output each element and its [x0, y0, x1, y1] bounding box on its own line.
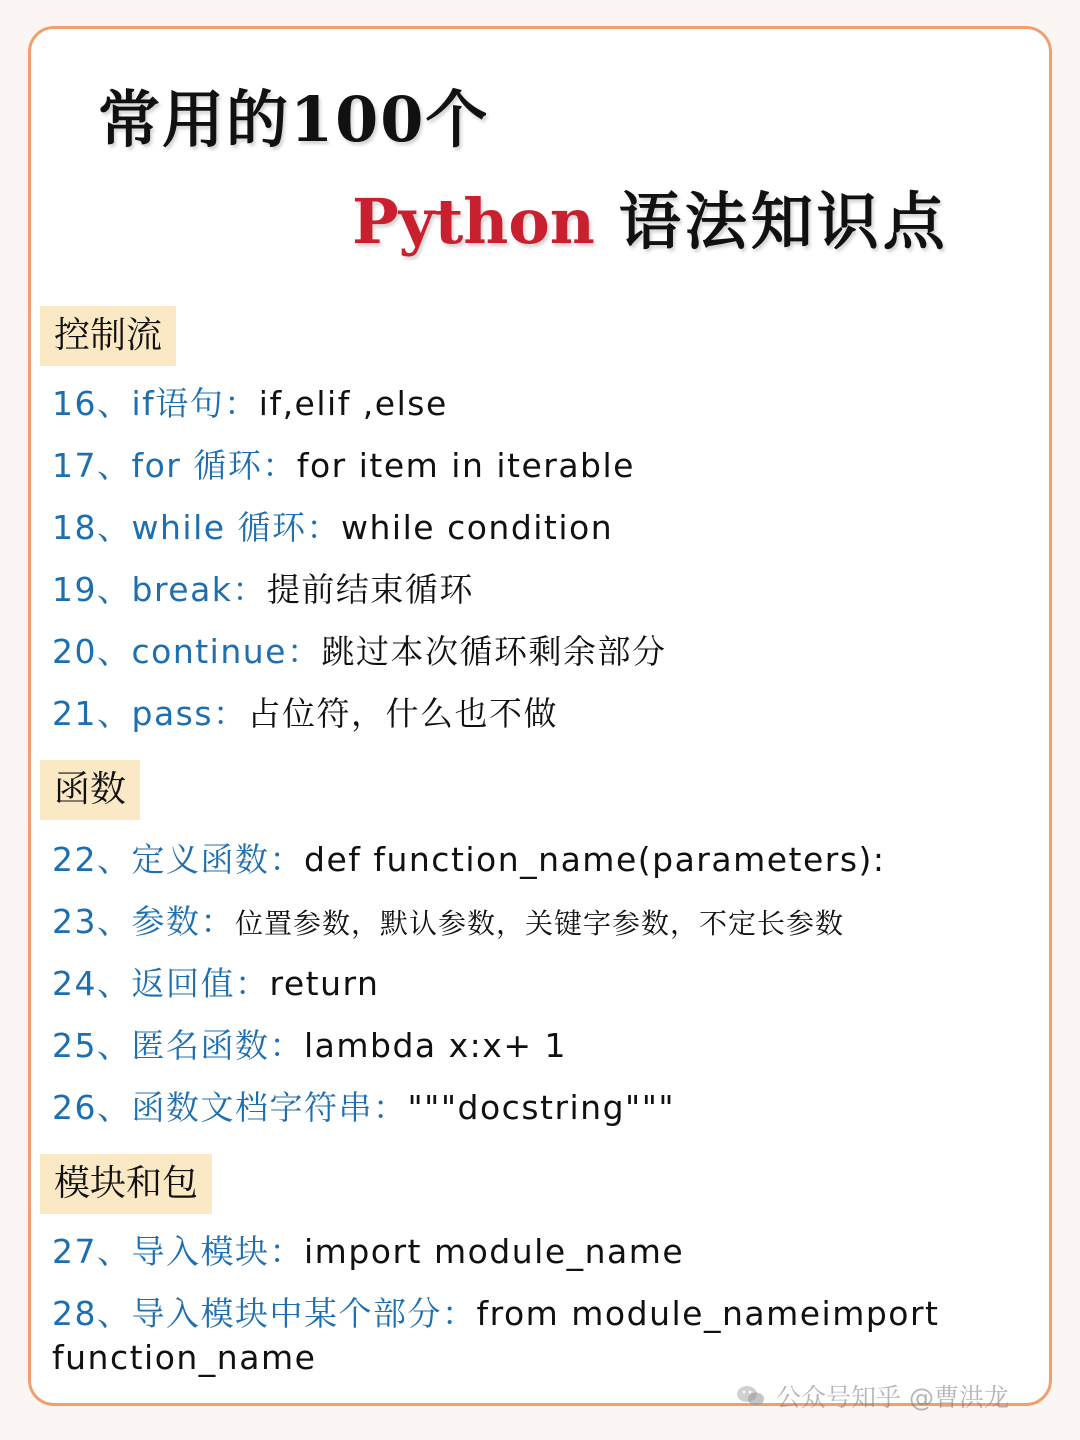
item-key: 20、continue： — [52, 632, 322, 671]
item-key: 27、导入模块： — [52, 1232, 304, 1271]
watermark-text: 公众号知乎 @曹洪龙 — [776, 1383, 1009, 1412]
subtitle-rest: 语法知识点 — [618, 185, 949, 258]
page-subtitle — [352, 172, 949, 261]
item-key: 18、while 循环： — [52, 508, 342, 547]
list-item — [52, 900, 844, 946]
item-key: 26、函数文档字符串： — [52, 1088, 408, 1127]
item-key: 17、for 循环： — [52, 446, 297, 485]
item-value: lambda x:x+ 1 — [304, 1026, 567, 1065]
list-item — [52, 692, 558, 736]
python-title-word: Python — [352, 185, 595, 258]
list-item — [52, 1086, 675, 1130]
item-value: for item in iterable — [296, 446, 635, 485]
item-value: """docstring""" — [407, 1088, 676, 1127]
wechat-icon — [736, 1384, 766, 1408]
item-value: 位置参数，默认参数，关键字参数，不定长参数 — [235, 907, 845, 940]
item-value: return — [269, 964, 380, 1003]
item-key: 24、返回值： — [52, 964, 270, 1003]
item-value: 跳过本次循环剩余部分 — [321, 632, 667, 671]
item-key: 19、break： — [52, 570, 267, 609]
item-key: 25、匿名函数： — [52, 1026, 304, 1065]
watermark — [736, 1378, 1009, 1414]
item-value: if,elif ,else — [258, 384, 448, 423]
item-value: import module_name — [304, 1232, 685, 1271]
list-item — [52, 1292, 992, 1380]
item-value: def function_name(parameters): — [304, 840, 886, 879]
item-key: 16、if语句： — [52, 384, 259, 423]
item-value: 占位符，什么也不做 — [247, 694, 559, 733]
section-heading-control-flow: 控制流 — [40, 306, 176, 366]
item-value: 提前结束循环 — [266, 570, 474, 609]
item-key: 23、参数： — [52, 902, 235, 941]
list-item — [52, 962, 379, 1006]
item-key: 21、pass： — [52, 694, 248, 733]
list-item — [52, 568, 474, 612]
item-key: 28、导入模块中某个部分： — [52, 1294, 477, 1333]
list-item — [52, 506, 613, 550]
item-value: from module_nameimport function_name — [52, 1294, 940, 1377]
item-value: while condition — [341, 508, 614, 547]
page-title: 常用的100个 — [98, 83, 490, 156]
section-heading-functions: 函数 — [40, 760, 140, 820]
list-item — [52, 630, 666, 674]
list-item — [52, 1024, 567, 1068]
item-key: 22、定义函数： — [52, 840, 304, 879]
list-item — [52, 444, 635, 488]
list-item — [52, 382, 448, 426]
section-heading-modules: 模块和包 — [40, 1154, 212, 1214]
list-item — [52, 1230, 684, 1274]
list-item — [52, 838, 886, 882]
